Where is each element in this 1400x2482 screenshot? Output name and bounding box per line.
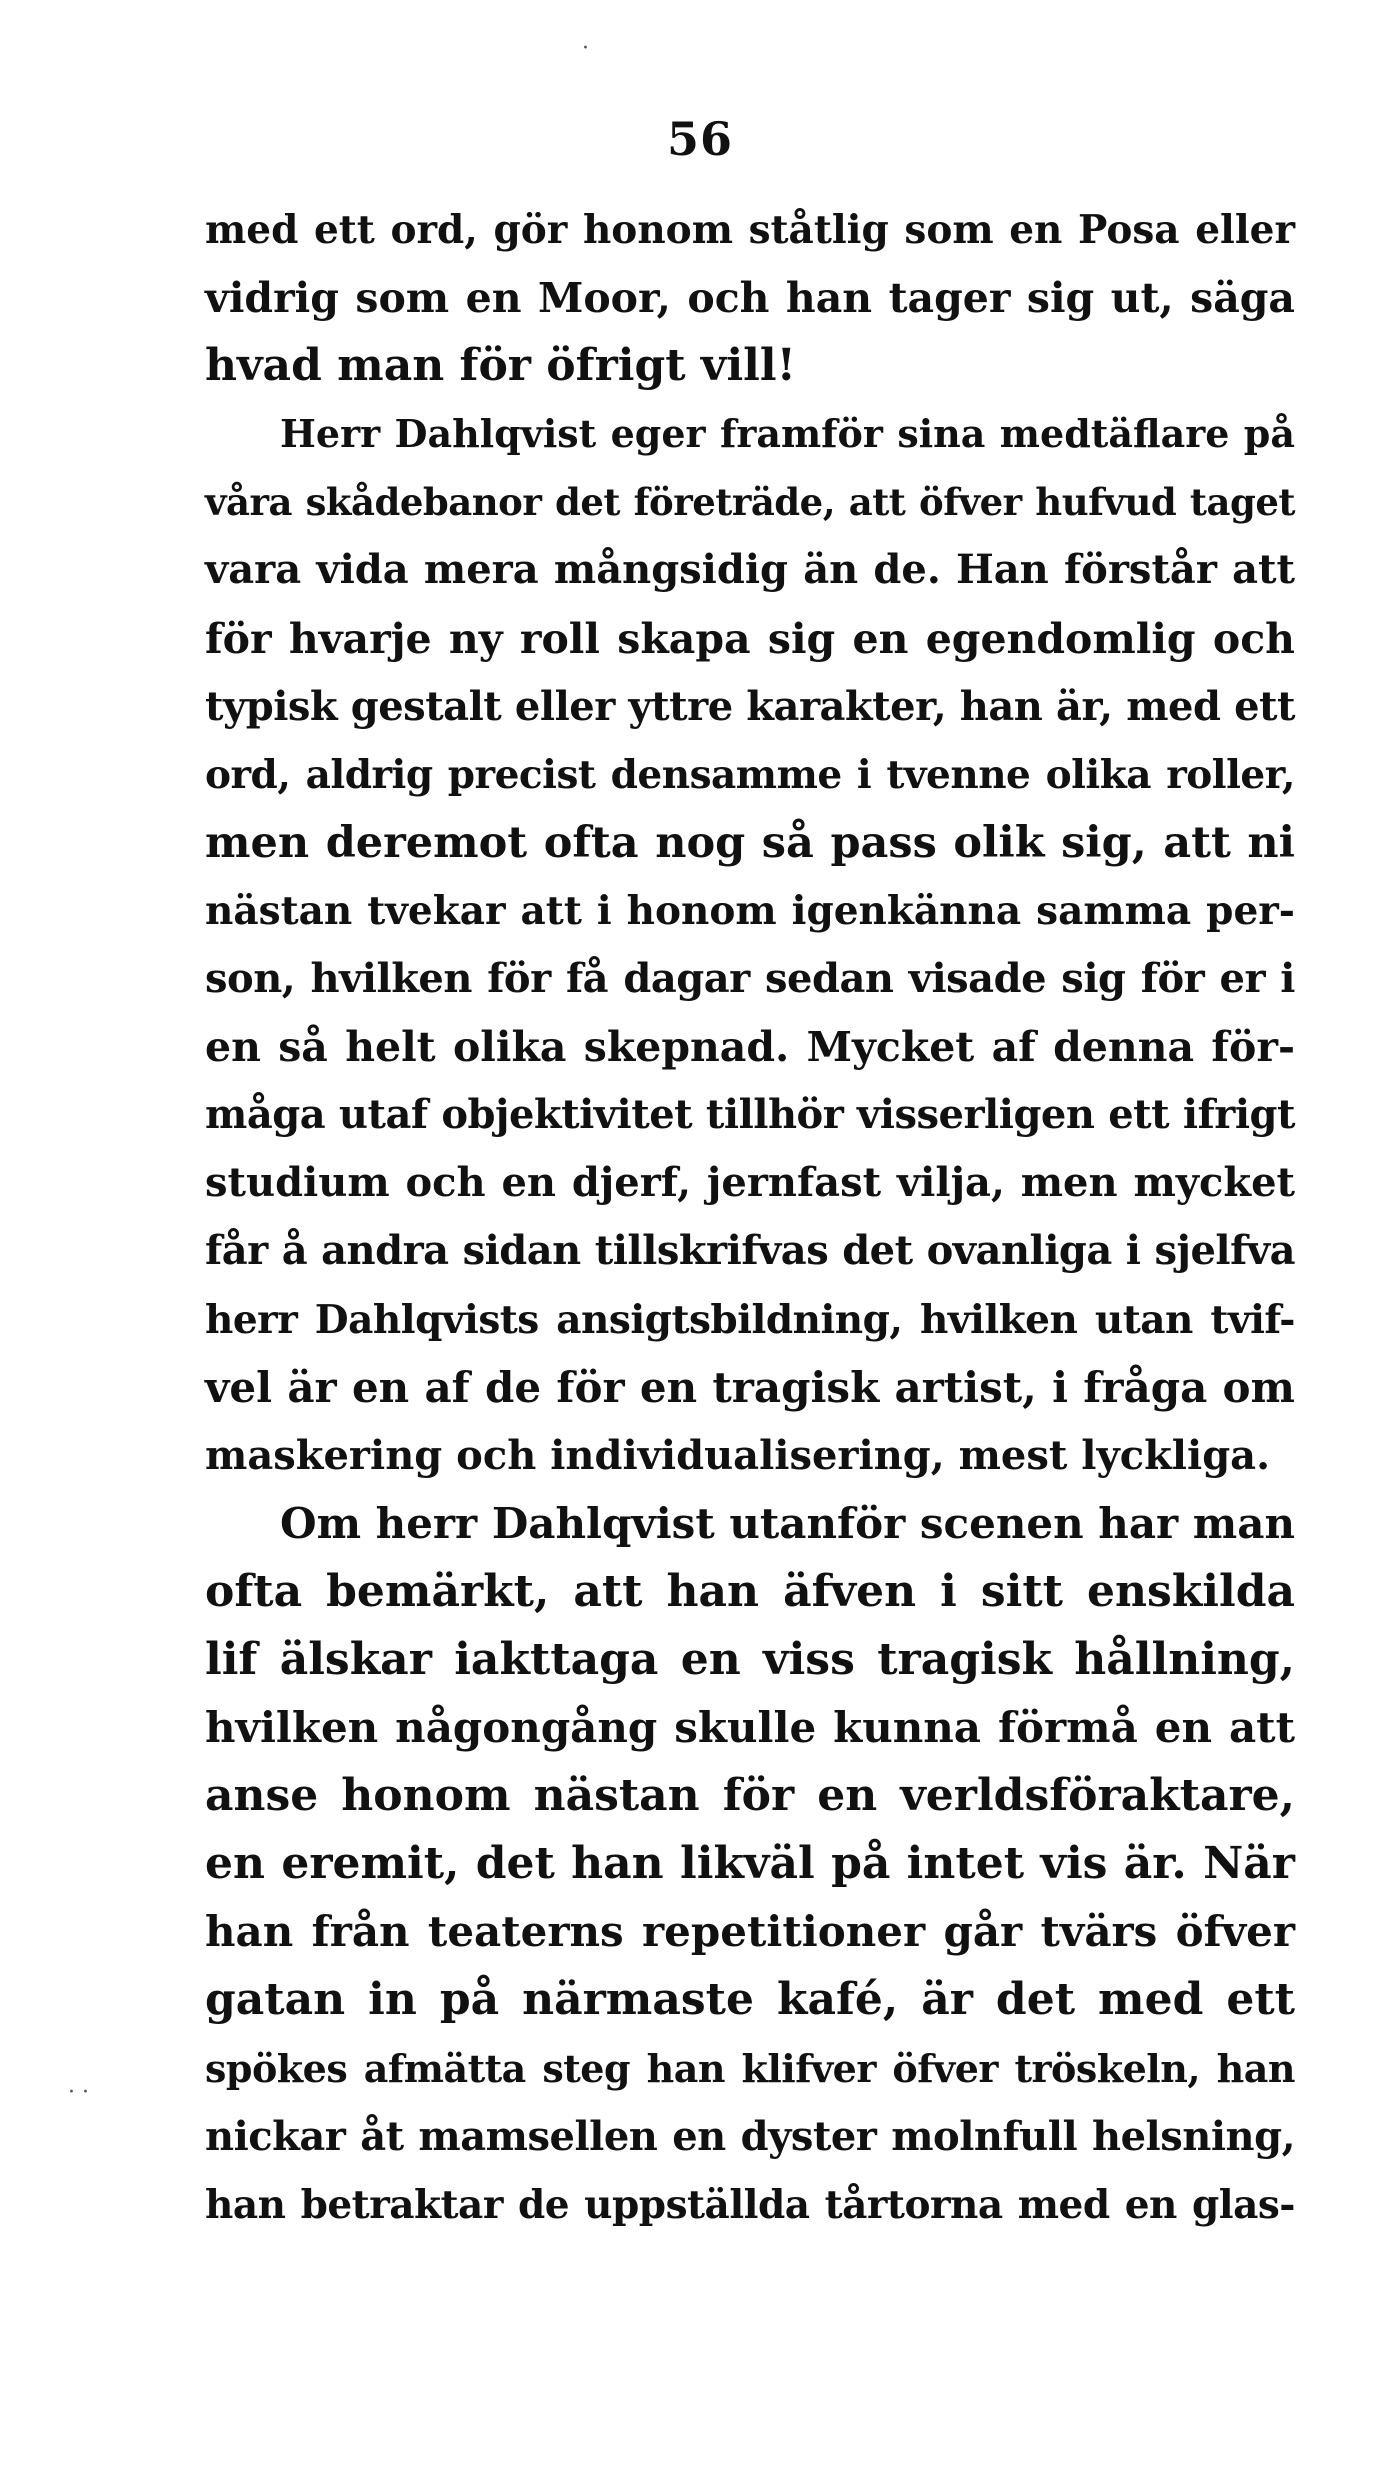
text-line: typisk gestalt eller yttre karakter, han är, med ett bbox=[205, 682, 1295, 730]
text-line: ofta bemärkt, att han äfven i sitt enskilda bbox=[205, 1565, 1295, 1617]
text-line: för hvarje ny roll skapa sig en egendomlig och bbox=[205, 614, 1295, 663]
text-line: men deremot ofta nog så pass olik sig, att ni bbox=[205, 817, 1295, 868]
text-line: spökes afmätta steg han klifver öfver tröskeln, han bbox=[205, 2045, 1295, 2091]
text-line: han från teaterns repetitioner går tvärs öfver bbox=[205, 1907, 1295, 1957]
text-line: vidrig som en Moor, och han tager sig ut, säga bbox=[205, 274, 1295, 323]
print-speck: · bbox=[582, 36, 589, 61]
text-line: nästan tvekar att i honom igenkänna samma per- bbox=[205, 887, 1295, 934]
text-line: en eremit, det han likväl på intet vis är. När bbox=[205, 1838, 1295, 1890]
text-line: vara vida mera mångsidig än de. Han förstår att bbox=[205, 546, 1295, 594]
text-line: med ett ord, gör honom ståtlig som en Posa eller bbox=[205, 207, 1295, 253]
text-line: han betraktar de uppställda tårtorna med en glas- bbox=[205, 2181, 1295, 2228]
print-speck: · · bbox=[68, 2080, 89, 2105]
text-line: hvilken någongång skulle kunna förmå en att bbox=[205, 1703, 1295, 1753]
paragraph-start-line: Om herr Dahlqvist utanför scenen har man bbox=[280, 1498, 1295, 1548]
text-line: ord, aldrig precist densamme i tvenne olika roller, bbox=[205, 751, 1295, 798]
text-line: måga utaf objektivitet tillhör visserligen ett ifrigt bbox=[205, 1091, 1295, 1139]
text-line: gatan in på närmaste kafé, är det med ett bbox=[205, 1974, 1295, 2026]
text-line: studium och en djerf, jernfast vilja, men mycket bbox=[205, 1159, 1295, 1207]
body-text bbox=[205, 196, 1295, 2239]
text-line: son, hvilken för få dagar sedan visade sig för er i bbox=[205, 955, 1295, 1003]
text-line: anse honom nästan för en verldsföraktare, bbox=[205, 1770, 1295, 1822]
text-line: maskering och individualisering, mest lyckliga. bbox=[205, 1431, 1270, 1479]
text-line: får å andra sidan tillskrifvas det ovanliga i sjelfva bbox=[205, 1227, 1295, 1275]
page-number: 56 bbox=[666, 112, 733, 166]
paragraph-start-line: Herr Dahlqvist eger framför sina medtäflare på bbox=[280, 411, 1295, 457]
text-line: lif älskar iakttaga en viss tragisk hållning, bbox=[205, 1633, 1295, 1685]
text-line: våra skådebanor det företräde, att öfver hufvud taget bbox=[205, 480, 1295, 525]
text-line: nickar åt mamsellen en dyster molnfull helsning, bbox=[205, 2112, 1295, 2160]
text-line: hvad man för öfrigt vill! bbox=[205, 340, 796, 392]
text-line: en så helt olika skepnad. Mycket af denna för- bbox=[205, 1023, 1295, 1072]
text-line: vel är en af de för en tragisk artist, i fråga om bbox=[205, 1362, 1295, 1412]
text-line: herr Dahlqvists ansigtsbildning, hvilken utan tvif- bbox=[205, 1296, 1295, 1343]
